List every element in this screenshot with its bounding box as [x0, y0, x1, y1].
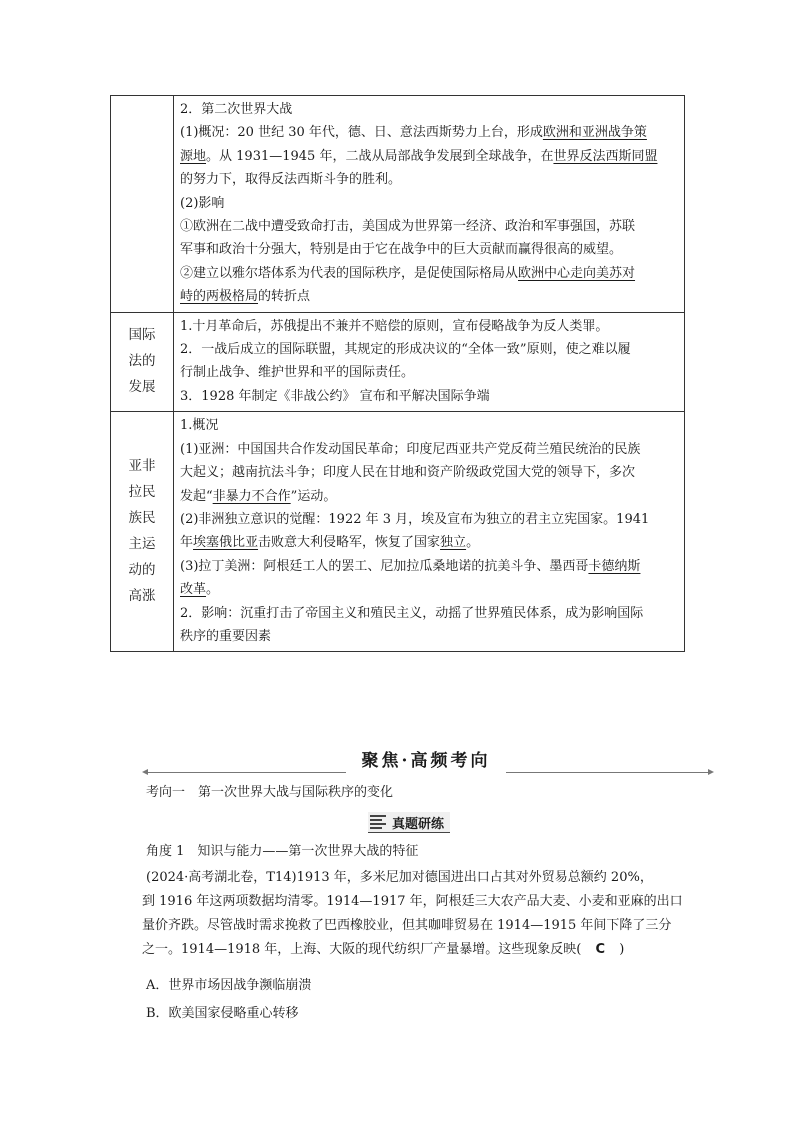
angle-heading: 角度 1 知识与能力——第一次世界大战的特征 [146, 844, 419, 859]
underlined-term: 世界反法西斯同盟 [553, 148, 658, 164]
underlined-term: 改革 [180, 582, 207, 598]
underlined-term: 埃塞俄比亚 [193, 535, 259, 551]
practice-badge [368, 812, 450, 833]
content-line [180, 315, 678, 338]
question-line-text: 之一。1914—1918 年，上海、大阪的现代纺织厂产量暴增。这些现象反映( [142, 942, 582, 957]
content-line [180, 625, 678, 648]
text-segment: (1)概况：20 世纪 30 年代，德、日、意法西斯势力上台，形成 [180, 125, 543, 141]
text-segment: ”运动。 [290, 488, 337, 504]
text-segment: (1)亚洲：中国国共合作发动国民革命；印度尼西亚共产党反荷兰殖民统治的民族 [180, 441, 641, 457]
table-row [111, 96, 685, 313]
underlined-term: 欧洲和亚洲战争策 [542, 125, 647, 141]
content-line [180, 338, 678, 361]
question-line: 量价齐跌。尽管战时需求挽救了巴西橡胶业，但其咖啡贸易在 1914—1915 年间下降了三分 [142, 918, 672, 933]
underlined-term: 源地 [180, 148, 207, 164]
category-text: 主运 [128, 536, 156, 553]
row-category [111, 312, 174, 412]
underlined-term: 欧洲中心走向美苏对 [518, 265, 636, 281]
row-category [111, 412, 174, 652]
text-segment: (2)影响 [180, 195, 225, 211]
content-line [180, 578, 678, 601]
content-line [180, 438, 678, 461]
text-segment: 大起义；越南抗法斗争；印度人民在甘地和资产阶级政党国大党的领导下，多次 [180, 465, 636, 481]
text-segment: 军事和政治十分强大，特别是由于它在战争中的巨大贡献而赢得很高的威望。 [180, 242, 623, 258]
content-line [180, 192, 678, 215]
row-category [111, 96, 174, 313]
text-segment: ②建立以雅尔塔体系为代表的国际秩序，是促使国际格局从 [180, 265, 519, 281]
text-segment: 发起“ [180, 488, 213, 504]
text-segment: 秩序的重要因素 [180, 628, 272, 644]
rule-arrow-left [142, 769, 148, 775]
text-segment: 2．第二次世界大战 [180, 102, 293, 117]
text-segment: ①欧洲在二战中遭受致命打击，美国成为世界第一经济、政治和军事强国，苏联 [180, 219, 636, 235]
list-icon [370, 815, 386, 829]
text-segment: 年 [180, 535, 194, 551]
category-text: 拉民 [128, 484, 156, 501]
content-line [180, 145, 678, 168]
question-block [142, 866, 706, 962]
question-line [142, 938, 706, 962]
category-text: 动的 [128, 562, 156, 579]
section-header [146, 748, 710, 780]
rule-arrow-right [708, 769, 714, 775]
table-row [111, 312, 685, 412]
text-segment: 1.十月革命后，苏俄提出不兼并不赔偿的原则，宣布侵略战争为反人类罪。 [180, 318, 609, 334]
content-line [180, 168, 678, 191]
text-segment: 。 [466, 535, 480, 551]
category-text: 国际 [128, 327, 156, 344]
option-b: B．欧美国家侵略重心转移 [146, 1006, 299, 1021]
knowledge-table [110, 95, 685, 652]
text-segment: 击败意大利侵略军，恢复了国家 [258, 535, 441, 551]
underlined-term: 卡德纳斯 [588, 558, 641, 574]
content-line [180, 121, 678, 144]
answer-letter: C [595, 942, 606, 957]
text-segment: 。从 1931—1945 年，二战从局部战争发展到全球战争，在 [206, 148, 554, 164]
content-line [180, 508, 678, 531]
content-line [180, 461, 678, 484]
text-segment: 行制止战争、维护世界和平的国际责任。 [180, 365, 415, 381]
row-content [174, 96, 685, 313]
content-line [180, 602, 678, 625]
option-a: A．世界市场因战争濒临崩溃 [146, 978, 312, 993]
content-line [180, 98, 678, 121]
content-line [180, 385, 678, 408]
content-line [180, 531, 678, 554]
text-segment: 的努力下，取得反法西斯斗争的胜利。 [180, 172, 402, 188]
text-segment: 1.概况 [180, 418, 219, 434]
underlined-term: 峙的两极格局 [180, 289, 259, 305]
category-text: 亚非 [128, 458, 156, 475]
category-text: 发展 [128, 379, 156, 396]
text-segment: 的转折点 [258, 289, 311, 305]
content-line [180, 215, 678, 238]
text-segment: 2．影响：沉重打击了帝国主义和殖民主义，动摇了世界殖民体系，成为影响国际 [180, 605, 644, 621]
text-segment: (2)非洲独立意识的觉醒：1922 年 3 月，埃及宣布为独立的君主立宪国家。1941 [180, 511, 650, 527]
content-line [180, 485, 678, 508]
question-line: 到 1916 年这两项数据均清零。1914—1917 年，阿根廷三大农产品大麦、小麦和亚麻的出口 [142, 894, 683, 909]
content-line [180, 414, 678, 437]
underlined-term: 独立 [440, 535, 467, 551]
content-line [180, 262, 678, 285]
table-row [111, 412, 685, 652]
underlined-term: 非暴力不合作 [212, 488, 291, 504]
category-text: 法的 [128, 353, 156, 370]
content-line [180, 238, 678, 261]
text-segment: 。 [206, 582, 220, 598]
content-line [180, 555, 678, 578]
text-segment: 2．一战后成立的国际联盟，其规定的形成决议的“全体一致”原则，使之难以履 [180, 342, 631, 358]
text-segment: 3．1928 年制定《非战公约》 宣布和平解决国际争端 [180, 388, 490, 404]
section-title: 聚焦·高频考向 [346, 748, 506, 774]
row-content [174, 312, 685, 412]
direction-heading: 考向一 第一次世界大战与国际秩序的变化 [146, 785, 394, 800]
category-text: 族民 [128, 510, 156, 527]
category-text: 高涨 [128, 588, 156, 605]
content-line [180, 285, 678, 308]
content-line [180, 361, 678, 384]
question-line: (2024·高考湖北卷，T14)1913 年，多米尼加对德国进出口占其对外贸易总额约 20%， [146, 870, 653, 885]
text-segment: (3)拉丁美洲：阿根廷工人的罢工、尼加拉瓜桑地诺的抗美斗争、墨西哥 [180, 558, 589, 574]
answer-close: ) [619, 942, 625, 957]
badge-label: 真题研练 [392, 816, 445, 832]
row-content [174, 412, 685, 652]
